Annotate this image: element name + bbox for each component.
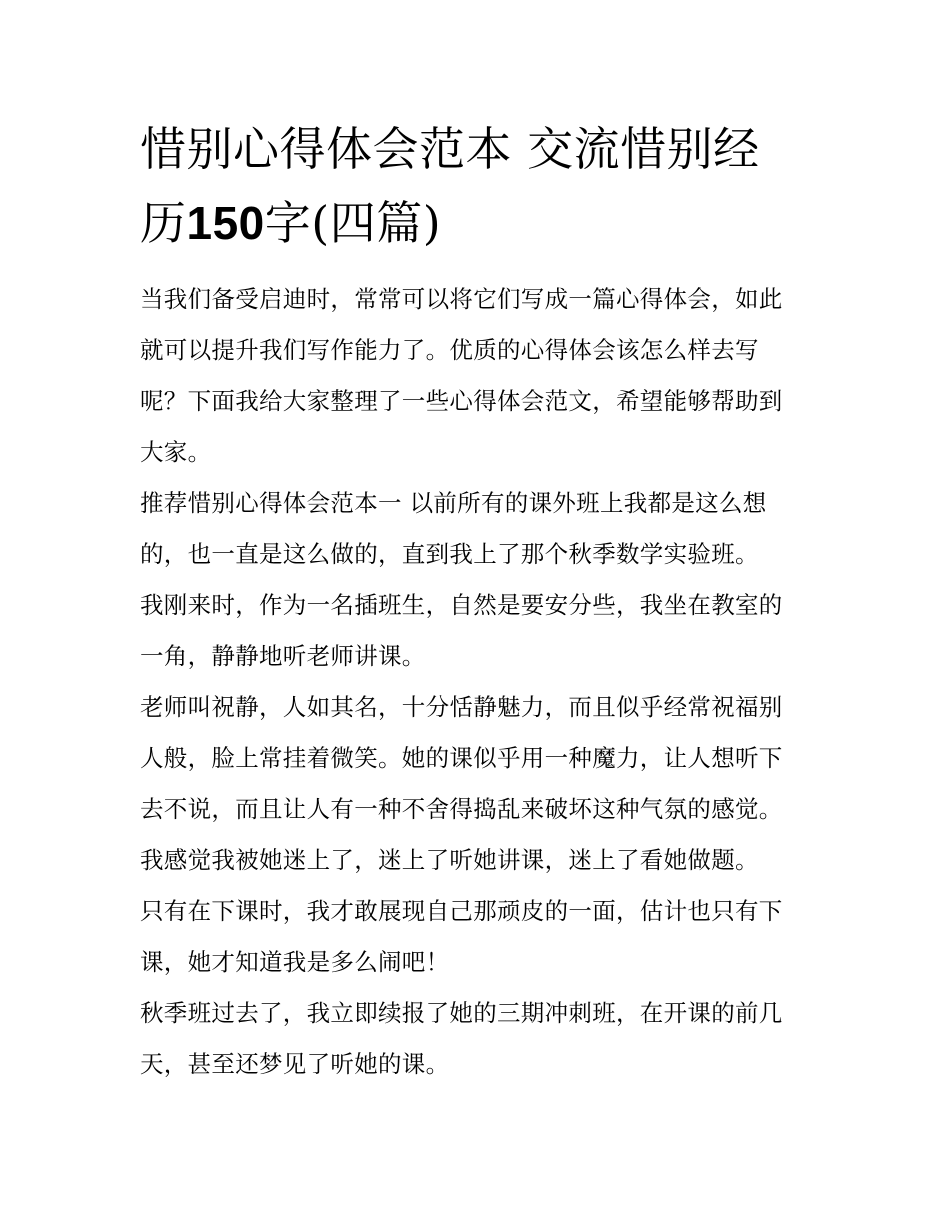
document-content: [140, 112, 820, 1090]
title-line-2-end: 字(四篇): [264, 196, 442, 250]
paragraph-essay-1-opening: 推荐惜别心得体会范本一 以前所有的课外班上我都是这么想 的，也一直是这么做的，直到我上了那个秋季数学实验班。: [140, 489, 767, 568]
paragraph-intro: 当我们备受启迪时，常常可以将它们写成一篇心得体会，如此 就可以提升我们写作能力了。优质的心得体会该怎么样去写 呢？下面我给大家整理了一些心得体会范文，希望能够帮助到 大家。: [140, 285, 783, 466]
document-body: [140, 274, 820, 1090]
title-word-count: 150: [186, 197, 265, 249]
paragraph-arrival: 我刚来时，作为一名插班生，自然是要安分些，我坐在教室的 一角，静静地听老师讲课。: [140, 591, 783, 670]
document-title: [140, 112, 820, 260]
paragraph-after-class: 只有在下课时，我才敢展现自己那顽皮的一面，估计也只有下 课，她才知道我是多么闹吧！: [140, 897, 783, 976]
title-line-1: 惜别心得体会范本 交流惜别经: [140, 122, 760, 176]
paragraph-teacher: 老师叫祝静，人如其名，十分恬静魅力，而且似乎经常祝福别 人般，脸上常挂着微笑。她的课似乎用一种魔力，让人想听下 去不说，而且让人有一种不舍得捣乱来破坏这种气氛的感觉。: [140, 693, 783, 823]
title-line-2-start: 历: [140, 196, 187, 250]
paragraph-autumn-class: 秋季班过去了，我立即续报了她的三期冲刺班，在开课的前几 天，甚至还梦见了听她的课。: [140, 999, 783, 1078]
paragraph-fascinated: 我感觉我被她迷上了，迷上了听她讲课，迷上了看她做题。: [140, 846, 759, 874]
